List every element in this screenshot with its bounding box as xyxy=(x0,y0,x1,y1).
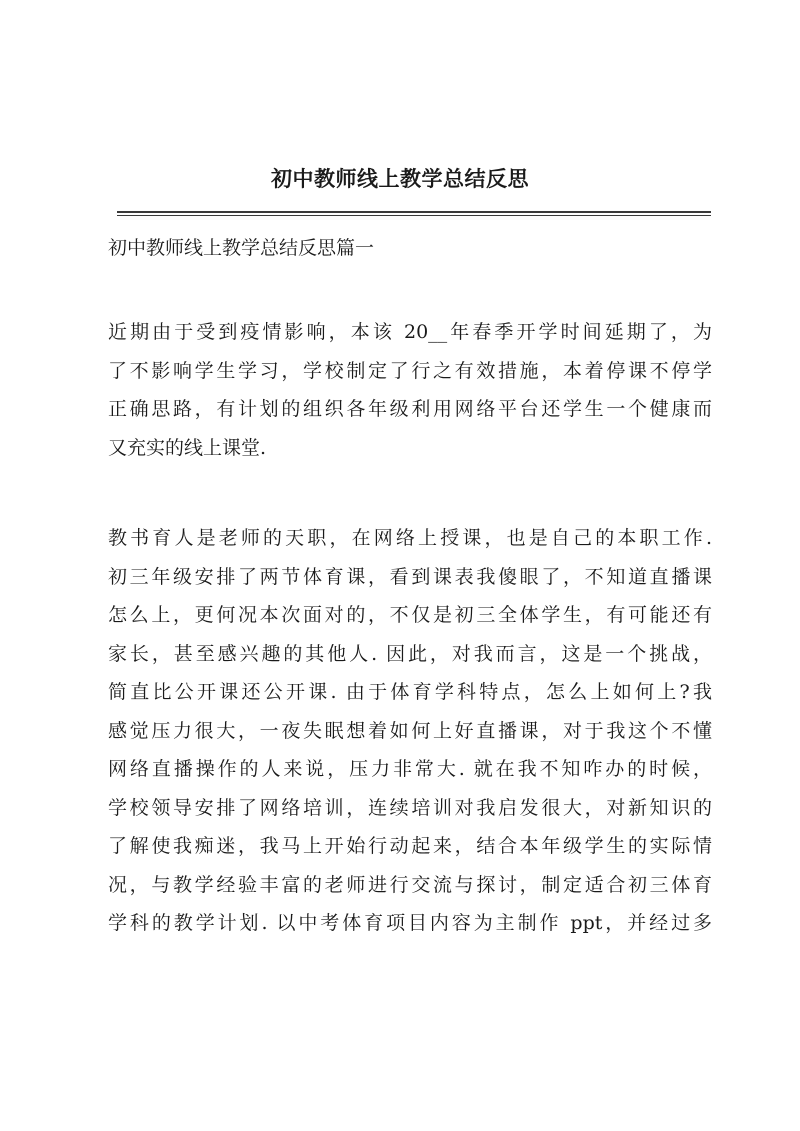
paragraph-line: 感觉压力很大，一夜失眠想着如何上好直播课，对于我这个不懂 xyxy=(108,719,712,742)
paragraph-line: 了解使我痴迷，我马上开始行动起来，结合本年级学生的实际情 xyxy=(108,835,712,857)
title-divider-thick xyxy=(117,211,711,213)
paragraph-line: 况，与教学经验丰富的老师进行交流与探讨，制定适合初三体育 xyxy=(108,873,712,896)
paragraph-line: 学科的教学计划. 以中考体育项目内容为主制作 ppt，并经过多 xyxy=(108,912,712,934)
paragraph-line: 又充实的线上课堂. xyxy=(108,436,267,459)
paragraph-line: 了不影响学生学习，学校制定了行之有效措施，本着停课不停学 xyxy=(108,359,712,382)
paragraph-line: 近期由于受到疫情影响，本该 20__年春季开学时间延期了，为 xyxy=(108,321,712,343)
paragraph-line: 教书育人是老师的天职，在网络上授课，也是自己的本职工作. xyxy=(108,527,712,549)
paragraph-2 xyxy=(108,519,712,943)
paragraph-line: 初三年级安排了两节体育课，看到课表我傻眼了，不知道直播课 xyxy=(108,565,712,588)
section-heading: 初中教师线上教学总结反思篇一 xyxy=(108,237,375,259)
paragraph-line: 正确思路，有计划的组织各年级利用网络平台还学生一个健康而 xyxy=(108,398,712,420)
paragraph-line: 简直比公开课还公开课. 由于体育学科特点，怎么上如何上?我 xyxy=(108,681,712,703)
document-title: 初中教师线上教学总结反思 xyxy=(271,166,529,191)
paragraph-line: 网络直播操作的人来说，压力非常大. 就在我不知咋办的时候， xyxy=(108,758,712,780)
paragraph-line: 怎么上，更何况本次面对的，不仅是初三全体学生，有可能还有 xyxy=(108,604,712,626)
paragraph-line: 学校领导安排了网络培训，连续培训对我启发很大，对新知识的 xyxy=(108,796,712,819)
paragraph-1 xyxy=(108,313,712,467)
paragraph-line: 家长，甚至感兴趣的其他人. 因此，对我而言，这是一个挑战， xyxy=(108,642,712,665)
title-divider-thin xyxy=(117,215,711,216)
